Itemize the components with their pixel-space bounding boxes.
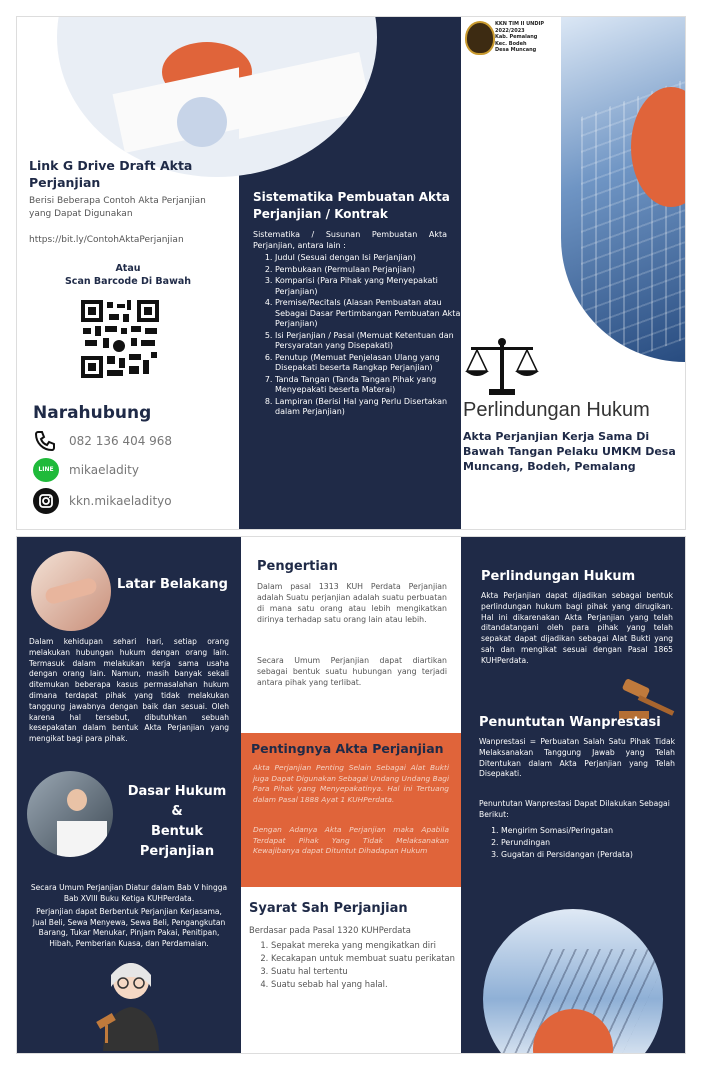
drive-link[interactable]: https://bit.ly/ContohAktaPerjanjian [29,235,184,245]
office-building-image [483,909,663,1053]
dasar-title-line: Perjanjian [139,844,215,859]
wanprestasi-title: Penuntutan Wanprestasi [479,715,661,730]
panel-5 [241,537,461,1053]
panel-1 [17,17,239,529]
org-line: Kab. Pemalang [495,34,538,40]
chart-photo-image [57,17,239,177]
qr-code-image[interactable] [81,300,159,378]
list-item: 3. Suatu hal tertentu [271,965,461,977]
syarat-intro: Berdasar pada Pasal 1320 KUHPerdata [249,925,411,935]
syarat-title: Syarat Sah Perjanjian [249,901,408,916]
org-line: KKN TIM II UNDIP [495,21,545,27]
handshake-image [31,551,111,631]
university-logo [465,21,495,55]
cover-title: Perlindungan Hukum [463,399,650,421]
dasar-title-line: Bentuk [150,824,204,839]
penting-text-2: Dengan Adanya Akta Perjanjian maka Apabila Terdapat Pihak Yang Tidak Melaksanakan Kewajibanya dapat Dituntut Dihadapan Hukum [253,825,449,856]
top-row [16,16,686,530]
panel-2 [239,17,461,529]
list-item: 1. Judul (Sesuai dengan Isi Perjanjian) [275,253,461,264]
line-row[interactable] [33,458,233,482]
chart-photo-overlap [239,17,377,177]
phone-number: 082 136 404 968 [69,434,173,448]
line-id: mikaeladity [69,463,139,477]
perlindungan-title: Perlindungan Hukum [481,569,636,584]
list-item: 3. Komparisi (Para Pihak yang Menyepakati Perjanjian) [275,276,461,297]
pengertian-title: Pengertian [257,559,338,574]
dasar-title [113,782,241,862]
scan-label: Scan Barcode Di Bawah [64,276,192,287]
list-item: 8. Lampiran (Berisi Hal yang Perlu Disertakan dalam Perjanjian) [275,397,461,418]
list-item: 6. Penutup (Memuat Penjelasan Ulang yang Disepakati beserta Rangkap Perjanjian) [275,353,461,374]
list-item: 4. Premise/Recitals (Alasan Pembuatan atau Sebagai Dasar Pertimbangan Pembuatan Akta Perjanjian) [275,298,461,330]
judge-icon [95,955,167,1051]
scales-icon [463,337,541,399]
pengertian-text-2: Secara Umum Perjanjian dapat diartikan sebagai bentuk suatu hubungan yang terjadi antara pihak yang terlibat. [257,656,447,687]
penting-title: Pentingnya Akta Perjanjian [251,741,444,756]
or-label: Atau [115,263,141,274]
panel-3 [461,17,685,529]
building-image [561,17,685,362]
wanprestasi-text: Wanprestasi = Perbuatan Salah Satu Pihak Tidak Melaksanakan Tanggung Jawab yang Telah Ditentukan dalam Akta Perjanjian yang Telah Disepakati. [479,737,675,779]
instagram-row[interactable] [33,488,233,514]
org-line: Desa Muncang [495,47,537,53]
latar-title: Latar Belakang [117,577,228,592]
sistematika-title: Sistematika Pembuatan Akta Perjanjian / Kontrak [253,190,450,221]
phone-icon [33,429,59,453]
instagram-icon [33,488,59,514]
dasar-text-2: Perjanjian dapat Berbentuk Perjanjian Kerjasama, Jual Beli, Sewa Menyewa, Sewa Beli, Pengangkutan Barang, Tukar Menukar, Pinjam Pakai, Penitipan, Hibah, Pemberian Kuasa, dan Perdamaian. [32,907,226,948]
office-worker-image [27,771,113,857]
cover-subtitle: Akta Perjanjian Kerja Sama Di Bawah Tangan Pelaku UMKM Desa Muncang, Bodeh, Pemalang [463,430,676,473]
link-description: Berisi Beberapa Contoh Akta Perjanjian yang Dapat Digunakan [29,196,206,219]
org-line: 2022/2023 [495,27,525,34]
list-item: 5. Isi Perjanjian / Pasal (Memuat Ketentuan dan Persyaratan yang Disepakati) [275,331,461,352]
penting-box [241,733,461,887]
list-item: 2. Pembukaan (Permulaan Perjanjian) [275,265,461,276]
line-icon: LINE [33,458,59,482]
pengertian-text-1: Dalam pasal 1313 KUH Perdata Perjanjian adalah Suatu perjanjian adalah suatu perbuatan di mana satu orang atau lebih mengikatkan dirinya terhadap satu orang lain atau lebih. [257,582,447,624]
list-item: 2. Perundingan [501,837,685,848]
list-item: 1. Sepakat mereka yang mengikatkan diri [271,939,461,951]
dasar-title-line: Dasar Hukum [127,784,227,799]
dasar-text-1: Secara Umum Perjanjian Diatur dalam Bab V hingga Bab XVIII Buku Ketiga KUHPerdata. [30,883,228,903]
latar-text: Dalam kehidupan sehari hari, setiap orang melakukan hubungan hukum dengan orang lain. Termasuk dalam melakukan kerja sama usaha dengan orang lain. Namun, masih banyak sekali ditemukan beberapa kasus permasalahan hukum dimana terdapat pihak yang tidak melakukan tanggung jawabnya dengan baik dan sesuai. Oleh karena hal tersebut, dibutuhkan sebuah kesepakatan dalam bentuk Akta Perjanjian yang mengikat bagi para pihak. [29,637,229,744]
list-item: 4. Suatu sebab hal yang halal. [271,978,461,990]
org-line: Kec. Bodeh [495,40,527,47]
panel-4 [17,537,241,1053]
bottom-row [16,536,686,1054]
list-item: 3. Gugatan di Persidangan (Perdata) [501,849,685,860]
list-item: 1. Mengirim Somasi/Peringatan [501,825,685,836]
sistematika-intro: Sistematika / Susunan Pembuatan Akta Perjanjian, antara lain : [253,230,447,250]
list-item: 7. Tanda Tangan (Tanda Tangan Pihak yang Menyepakati beserta Materai) [275,375,461,396]
wanprestasi-intro: Penuntutan Wanprestasi Dapat Dilakukan Sebagai Berikut: [479,799,670,819]
syarat-list [255,939,461,991]
sistematika-list [259,253,461,419]
dasar-title-line: & [171,804,183,819]
instagram-handle: kkn.mikaeladityo [69,494,172,508]
list-item: 2. Kecakapan untuk membuat suatu perikatan [271,952,461,964]
perlindungan-text: Akta Perjanjian dapat dijadikan sebagai bentuk perlindungan hukum bagi pihak yang dirugikan. Hal ini dikarenakan Akta Perjanjian yang telah ditandatangani oleh para pihak yang telah sepakat dapat dijadikan sebagai Alat Bukti yang sah dan mengikat sesuai dengan Pasal 1865 KUHPerdata. [481,591,673,665]
panel-6 [461,537,685,1053]
contact-title: Narahubung [33,403,152,423]
link-title: Link G Drive Draft Akta Perjanjian [29,158,193,190]
wanprestasi-list [485,825,685,861]
penting-text-1: Akta Perjanjian Penting Selain Sebagai Alat Bukti juga Dapat Digunakan Sebagai Undang Undang Bagi Para Pihak yang Menyepakatinya. Hal ini Tertuang dalam Pasal 1888 Ayat 1 KUHPerdata. [253,763,449,804]
org-info [495,21,561,54]
phone-row[interactable] [33,429,233,453]
